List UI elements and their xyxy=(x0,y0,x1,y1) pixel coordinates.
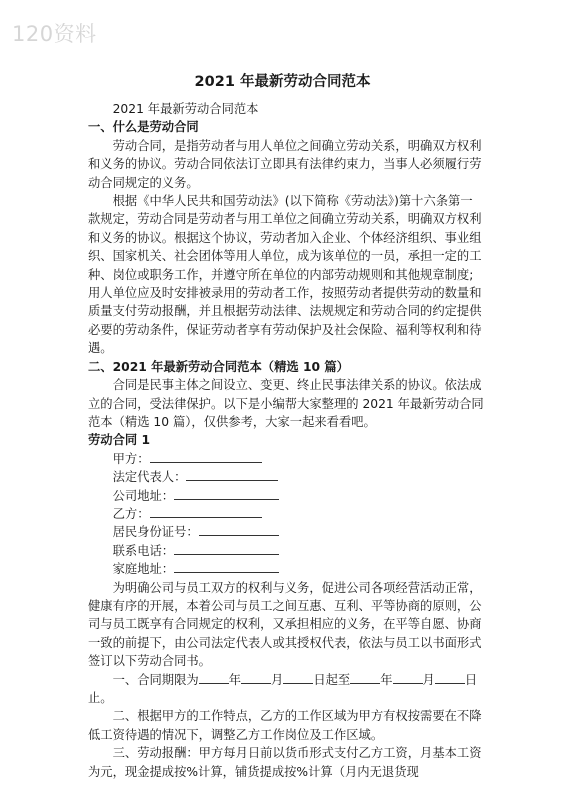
term-prefix: 一、合同期限为 xyxy=(112,672,199,687)
field-label: 甲方： xyxy=(112,451,150,466)
field-blank xyxy=(174,560,279,573)
term-text: 月 xyxy=(271,672,284,687)
intro-line: 2021 年最新劳动合同范本 xyxy=(112,102,259,116)
contract-1-heading: 劳动合同 1 xyxy=(88,433,151,448)
field-blank xyxy=(199,523,279,536)
field-legal-rep xyxy=(88,468,484,486)
field-label: 联系电话： xyxy=(112,543,175,558)
blank xyxy=(435,671,465,684)
section-1-heading: 一、什么是劳动合同 xyxy=(88,120,199,135)
term-text: 日起至 xyxy=(313,672,351,687)
term-text: 年 xyxy=(380,672,393,687)
field-blank xyxy=(174,542,279,555)
section-2-paragraph-1: 合同是民事主体之间设立、变更、终止民事法律关系的协议。依法成立的合同，受法律保护。以下是小编帮大家整理的 2021 年最新劳动合同范本（精选 10 篇），仅供参考，大家一起来看看吧。 xyxy=(88,378,484,429)
watermark-logo: 120资料 xyxy=(12,22,97,46)
field-home-address xyxy=(88,560,484,578)
field-blank xyxy=(150,505,262,518)
field-id-number xyxy=(88,523,484,541)
section-1-paragraph-1: 劳动合同，是指劳动者与用人单位之间确立劳动关系，明确双方权利和义务的协议。劳动合同依法订立即具有法律约束力，当事人必须履行劳动合同规定的义务。 xyxy=(88,138,482,190)
blank xyxy=(241,671,271,684)
field-label: 法定代表人： xyxy=(112,470,187,485)
field-party-b xyxy=(88,505,484,523)
field-company-address xyxy=(88,487,484,505)
field-party-a xyxy=(88,450,484,468)
term-text: 日止。 xyxy=(88,672,478,705)
section-2-heading: 二、2021 年最新劳动合同范本（精选 10 篇） xyxy=(88,359,349,374)
clause-2: 二、根据甲方的工作特点，乙方的工作区域为甲方有权按需要在不降低工资待遇的情况下，调整乙方工作岗位及工作区域。 xyxy=(88,709,482,742)
document-body xyxy=(88,100,484,781)
document-title: 2021 年最新劳动合同范本 xyxy=(194,74,371,90)
clause-3: 三、劳动报酬：甲方每月日前以货币形式支付乙方工资，月基本工资为元，现金提成按%计算，铺货提成按%计算（月内无退货现 xyxy=(88,746,482,779)
clause-1-term xyxy=(88,671,484,708)
blank xyxy=(350,671,380,684)
term-text: 年 xyxy=(228,672,241,687)
field-blank xyxy=(186,468,278,481)
field-label: 居民身份证号： xyxy=(112,525,199,540)
field-blank xyxy=(174,487,279,500)
blank xyxy=(283,671,313,684)
field-label: 家庭地址： xyxy=(112,562,175,577)
term-text: 月 xyxy=(422,672,435,687)
field-label: 乙方： xyxy=(112,506,150,521)
field-phone xyxy=(88,542,484,560)
blank xyxy=(199,671,229,684)
contract-1-paragraph-1: 为明确公司与员工双方的权利与义务，促进公司各项经营活动正常，健康有序的开展，本着公司与员工之间互惠、互利、平等协商的原则，公司与员工既享有合同规定的权利，又承担相应的义务，在平等自愿、协商一致的前提下，由公司法定代表人或其授权代表，依法与员工以书面形式签订以下劳动合同书。 xyxy=(88,580,482,669)
section-1-paragraph-2: 根据《中华人民共和国劳动法》(以下简称《劳动法》)第十六条第一款规定，劳动合同是劳动者与用工单位之间确立劳动关系，明确双方权利和义务的协议。根据这个协议，劳动者加入企业、个体经济组织、事业组织、国家机关、社会团体等用人单位，成为该单位的一员，承担一定的工种、岗位或职务工作，并遵守所在单位的内部劳动规则和其他规章制度;用人单位应及时安排被录用的劳动者工作，按照劳动者提供劳动的数量和质量支付劳动报酬，并且根据劳动法律、法规规定和劳动合同的约定提供必要的劳动条件，保证劳动者享有劳动保护及社会保险、福利等权利和待遇。 xyxy=(88,194,482,356)
field-label: 公司地址： xyxy=(112,488,175,503)
blank xyxy=(393,671,423,684)
field-blank xyxy=(150,450,262,463)
